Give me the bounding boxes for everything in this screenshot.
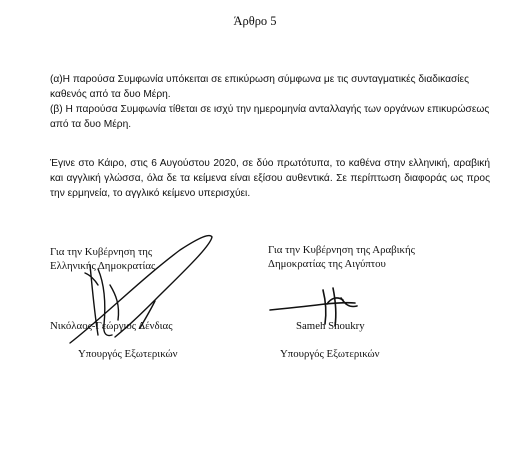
right-signatory-name: Sameh Shoukry (296, 320, 365, 332)
right-label-line1: Για την Κυβέρνηση της Αραβικής (268, 244, 415, 256)
closing-block (50, 156, 490, 201)
right-label-line2: Δημοκρατίας της Αιγύπτου (268, 258, 386, 270)
left-label-line1: Για την Κυβέρνηση της (50, 246, 153, 258)
left-signatory-label (50, 245, 155, 273)
clauses-block (50, 72, 490, 132)
clause-a: (α)Η παρούσα Συμφωνία υπόκειται σε επικύρωση σύμφωνα με τις συνταγματικές διαδικασίες καθενός από τα δυο Μέρη. (50, 74, 470, 100)
left-signatory-name: Νικόλαος-Γεώργιος Δένδιας (50, 320, 173, 332)
article-title: Άρθρο 5 (233, 14, 277, 28)
left-label-line2: Ελληνικής Δημοκρατίας (50, 260, 156, 272)
right-signatory-label (268, 243, 415, 271)
clause-b: (β) Η παρούσα Συμφωνία τίθεται σε ισχύ την ημερομηνία ανταλλαγής των οργάνων επικυρώσεως από τα δυο Μέρη. (50, 104, 490, 130)
closing-paragraph: Έγινε στο Κάιρο, στις 6 Αυγούστου 2020, σε δύο πρωτότυπα, το καθένα στην ελληνική, αραβική και αγγλική γλώσσα, όλα δε τα κείμενα είναι εξίσου αυθεντικά. Σε περίπτωση διαφοράς ως προς την ερμηνεία, το αγγλικό κείμενο υπερισχύει. (50, 158, 490, 199)
left-signatory-role: Υπουργός Εξωτερικών (78, 348, 178, 360)
right-signatory-role: Υπουργός Εξωτερικών (280, 348, 380, 360)
